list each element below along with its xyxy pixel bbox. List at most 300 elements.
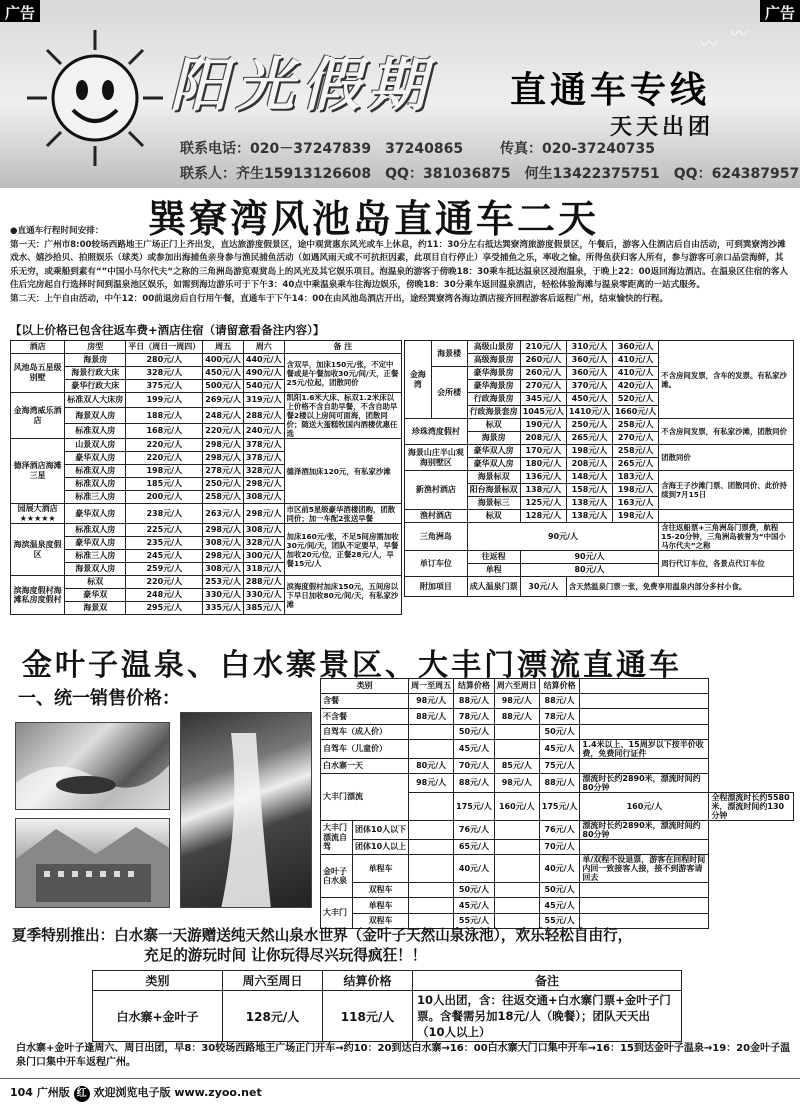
sanjiao-price: 90元/人: [467, 523, 659, 551]
price-cell: 175元/人: [539, 792, 580, 820]
price-cell: 128元/人: [520, 510, 566, 523]
table-header: 备 注: [284, 341, 401, 354]
single-type: 单程: [467, 564, 520, 577]
price-cell: [494, 898, 539, 913]
price-cell: 豪华双人房: [467, 445, 520, 458]
price-cell: 88元/人: [454, 773, 495, 792]
price-cell: 海景双人房: [65, 563, 126, 576]
price-cell: 163元/人: [613, 497, 659, 510]
footer: [0, 1078, 800, 1107]
category-name: 含餐: [321, 694, 409, 709]
price-cell: 370元/人: [566, 380, 612, 393]
itinerary-day1: 第一天：广州市8:00较场西路地王广场正门上齐出发，直达旅游度假景区，途中观赏惠东风光或车上休息，约11：30分左右抵达巽寮湾旅游度假景区，午餐后，游客入住酒店后自由活动，可到巽寮湾沙滩戏水、嬉沙拾贝、拍照娱乐（球类）或参加出海捕鱼亲身参与渔民捕鱼活动（如遇风雨天或不可抗拒因素，此项目自行停止）享受捕鱼之乐，率收之愉。所得鱼获归客人所有，参与游客可亲口品尝海鲜，其乐无穷，或乘船到素有“”中国小马尔代夫“之称的三角洲岛游览观赏岛上的风光及其它娱乐项目。泡温泉的游客于傍晚18：30乘车抵达温泉区浸泡温泉，于晚上22：00返回海边酒店。在温泉区住宿的客人住后完房起自行选择时间到温泉池区娱乐，如需到海边游乐可于下午3：40点中乘温泉乘车往海边娱乐，傍晚18：30分乘车返回温泉酒店，轻松体验海滩与温泉零距离的一站式服务。: [10, 239, 789, 291]
price-cell: 海景双: [65, 602, 126, 615]
price-cell: 335元/人: [203, 602, 244, 615]
price-cell: 185元/人: [126, 478, 203, 491]
price-cell: 375元/人: [126, 380, 203, 393]
table-header: 周六: [243, 341, 284, 354]
subcategory: 团体10人以下: [353, 820, 409, 839]
single-price: 90元/人: [520, 551, 659, 564]
price-cell: 88元/人: [494, 709, 539, 724]
price-cell: 158元/人: [566, 484, 612, 497]
price-cell: [409, 739, 454, 758]
summer-promo: [12, 926, 792, 966]
col-settle: 结算价格: [323, 971, 413, 991]
price-note: 【以上价格已包含往返车费+酒店住宿（请留意看备注内容）】: [10, 323, 325, 337]
price-cell: 298元/人: [243, 478, 284, 491]
price-cell: 136元/人: [520, 471, 566, 484]
table-row: [11, 354, 402, 367]
badge-icon: 红: [74, 1086, 90, 1102]
hotel-price-table-right: [404, 340, 794, 597]
price-cell: 490元/人: [243, 367, 284, 380]
price-cell: 330元/人: [203, 589, 244, 602]
price-cell: 海景房: [65, 354, 126, 367]
price-cell: 78元/人: [454, 709, 495, 724]
price-cell: 540元/人: [243, 380, 284, 393]
price-cell: 1660元/人: [613, 406, 659, 419]
price-cell: 208元/人: [566, 458, 612, 471]
price-cell: [494, 739, 539, 758]
price-cell: 45元/人: [539, 739, 580, 758]
price-cell: 520元/人: [613, 393, 659, 406]
contact-fax: 传真：020-37240735: [500, 141, 655, 157]
building-name: 海景楼: [431, 341, 467, 367]
extra-price: 30元/人: [520, 577, 566, 597]
price-cell: 170元/人: [520, 445, 566, 458]
table-row: [321, 773, 794, 792]
price-cell: 148元/人: [566, 471, 612, 484]
hotel-price-table-left: [10, 340, 402, 615]
category-name: 金叶子白水泉: [321, 855, 353, 898]
subcategory: 团体10人以上: [353, 839, 409, 854]
price-cell: 豪华双人房: [65, 504, 126, 524]
category-name: 自驾车（成人价）: [321, 724, 409, 739]
single-price: 80元/人: [520, 564, 659, 577]
price-cell: 225元/人: [126, 524, 203, 537]
category-note: 单/双程不设退票，游客在回程时间内回一致接客人接，接不到游客请回去: [580, 855, 709, 883]
price-cell: 308元/人: [203, 537, 244, 550]
price-cell: 378元/人: [243, 439, 284, 452]
hotel-note: 市区前5星级豪华酒楼团购，团散同价；加一车配2张送早餐: [284, 504, 401, 524]
table-row: [321, 709, 794, 724]
table-header: 结算价格: [454, 679, 495, 694]
price-cell: 220元/人: [126, 439, 203, 452]
table-row: [11, 439, 402, 452]
edition-label: 广州版: [36, 1086, 70, 1099]
table-row: [405, 445, 794, 458]
price-cell: 260元/人: [520, 354, 566, 367]
price-cell: 海景标双: [467, 471, 520, 484]
price-cell: 265元/人: [613, 458, 659, 471]
price-cell: 328元/人: [243, 537, 284, 550]
single-note: 周行代订车位，各景点代订车位: [659, 551, 794, 577]
hotel-name: 德泽酒店海滩三星: [11, 439, 65, 504]
table-row: [405, 419, 794, 432]
col-type: 类别: [93, 971, 223, 991]
price-cell: 270元/人: [613, 432, 659, 445]
price-cell: 138元/人: [566, 510, 612, 523]
price-cell: 280元/人: [126, 354, 203, 367]
price-cell: 198元/人: [613, 510, 659, 523]
price-cell: 88元/人: [539, 694, 580, 709]
summer-text: 白水寨一天游赠送纯天然山泉水世界（金叶子天然山泉泳池），欢乐轻松自由行，: [114, 927, 633, 944]
price-cell: [494, 855, 539, 883]
table-row: [321, 724, 794, 739]
hotel-note: 不含房间发票，有私家沙滩，团散同价: [659, 419, 794, 445]
single-label: 单订车位: [405, 551, 468, 577]
price-cell: 258元/人: [613, 445, 659, 458]
price-cell: 75元/人: [539, 758, 580, 773]
table-header: 周五: [203, 341, 244, 354]
table-row: [405, 471, 794, 484]
building-name: 会所楼: [431, 367, 467, 419]
price-cell: 98元/人: [494, 694, 539, 709]
price-cell: 55元/人: [539, 913, 580, 928]
subcategory: 单程车: [353, 855, 409, 883]
package-settle: 118元/人: [323, 991, 413, 1042]
price-cell: 298元/人: [243, 504, 284, 524]
price-cell: 288元/人: [243, 408, 284, 423]
hotel-name: 海滨温泉度假区: [11, 524, 65, 576]
brand-daily: 天天出团: [610, 114, 715, 140]
table-header: 房型: [65, 341, 126, 354]
package-price: 128元/人: [223, 991, 323, 1042]
price-cell: 160元/人: [580, 792, 709, 820]
price-cell: 海景行政大床: [65, 367, 126, 380]
table-row: [321, 758, 794, 773]
price-cell: [409, 724, 454, 739]
price-cell: 308元/人: [203, 563, 244, 576]
price-cell: 98元/人: [494, 773, 539, 792]
page-number: 104: [10, 1086, 33, 1099]
price-cell: 40元/人: [454, 855, 495, 883]
price-cell: 70元/人: [454, 758, 495, 773]
col-note: 备注: [413, 971, 682, 991]
price-cell: 188元/人: [126, 408, 203, 423]
bird-icon: 〰: [730, 24, 748, 45]
price-cell: 198元/人: [613, 484, 659, 497]
price-cell: 40元/人: [539, 855, 580, 883]
category-name: 白水寨一天: [321, 758, 409, 773]
table-row: [321, 739, 794, 758]
price-cell: 288元/人: [243, 576, 284, 589]
table-header: 平日（周日一周四）: [126, 341, 203, 354]
price-cell: [494, 820, 539, 839]
hotel-name: 园展大酒店★★★★★: [11, 504, 65, 524]
price-cell: 378元/人: [243, 452, 284, 465]
category-note: [580, 709, 709, 724]
price-cell: 235元/人: [126, 537, 203, 550]
price-cell: 190元/人: [520, 419, 566, 432]
subcategory: 双程车: [353, 913, 409, 928]
table-row: [11, 524, 402, 537]
banner: [0, 0, 800, 188]
col-weekend: 周六至周日: [223, 971, 323, 991]
footer-link[interactable]: 欢迎浏览电子版 www.zyoo.net: [93, 1086, 262, 1099]
price-cell: 50元/人: [454, 883, 495, 898]
subcategory: [409, 792, 454, 820]
price-cell: 45元/人: [454, 898, 495, 913]
price-cell: 300元/人: [243, 550, 284, 563]
price-cell: 行政海景套房: [467, 406, 520, 419]
price-cell: 标准双人房: [65, 478, 126, 491]
price-cell: 138元/人: [520, 484, 566, 497]
price-cell: 198元/人: [566, 445, 612, 458]
hotel-name: 滨海度假村海滩私房度假村: [11, 576, 65, 615]
price-cell: 183元/人: [613, 471, 659, 484]
resort-photo: [15, 818, 170, 908]
price-cell: 豪华海景房: [467, 367, 520, 380]
category-note: [580, 883, 709, 898]
category-name: 大丰门: [321, 898, 353, 928]
price-cell: 345元/人: [520, 393, 566, 406]
price-cell: 410元/人: [613, 354, 659, 367]
price-cell: 豪华双人房: [65, 452, 126, 465]
price-cell: 238元/人: [126, 504, 203, 524]
price-cell: 豪华双人房: [467, 458, 520, 471]
price-cell: 标双: [467, 419, 520, 432]
price-cell: 260元/人: [520, 367, 566, 380]
price-cell: 220元/人: [126, 452, 203, 465]
section-unified-price: 一、统一销售价格：: [18, 688, 180, 709]
table-row: [321, 883, 794, 898]
itinerary-day2: 第二天：上午自由活动，中午12：00前退房后自行用午餐，直通车于下午14：00在由风池岛酒店开出，途经巽寮湾各海边酒店接齐回程游客后返程广州，结束愉快的行程。: [10, 293, 668, 304]
price-cell: 318元/人: [243, 563, 284, 576]
price-cell: [494, 724, 539, 739]
table-header: 结算价格: [539, 679, 580, 694]
price-cell: 360元/人: [566, 367, 612, 380]
price-cell: [409, 855, 454, 883]
price-cell: 125元/人: [520, 497, 566, 510]
price-cell: 360元/人: [566, 354, 612, 367]
table-row: [405, 523, 794, 551]
price-cell: 220元/人: [203, 423, 244, 438]
price-cell: 豪华双: [65, 589, 126, 602]
price-cell: 豪华行政大床: [65, 380, 126, 393]
price-cell: 海景标三: [467, 497, 520, 510]
category-note: [580, 694, 709, 709]
hotel-name: 金海湾: [405, 341, 432, 419]
price-cell: [494, 839, 539, 854]
price-cell: 标准三人房: [65, 550, 126, 563]
price-cell: 50元/人: [454, 724, 495, 739]
hotel-note: 凯阳1.6米大床、标双1.2米床以上价格不含自助早餐，不含自助早餐2楼以上房间可面海，团散同价；随送大蛋糕牧国内酒楼优惠任选: [284, 393, 401, 439]
price-cell: 500元/人: [203, 380, 244, 393]
table-header: 周一至周五: [409, 679, 454, 694]
departure-info: 白水寨+金叶子逢周六、周日出团，早8：30较场西路地王广场正门开车→约10：20到达白水寨→16：00白水寨大门口集中开车→16：15到达金叶子温泉→19：20金叶子温泉门口集中开车返程广州。: [16, 1043, 791, 1068]
price-cell: 高级山景房: [467, 341, 520, 354]
price-cell: 88元/人: [539, 773, 580, 792]
hotel-name: 风池岛五星级别墅: [11, 354, 65, 393]
category-note: 1.4米以上、15周岁以下按半价收费，免费同行证件: [580, 739, 709, 758]
price-cell: [409, 898, 454, 913]
hotel-note: 滨海度假村加床150元，五间房以下早日加收80元/间/天，有私家沙滩: [284, 576, 401, 615]
table-row: [405, 510, 794, 523]
price-cell: 308元/人: [243, 524, 284, 537]
price-cell: 253元/人: [203, 576, 244, 589]
price-cell: 328元/人: [126, 367, 203, 380]
price-cell: 278元/人: [203, 465, 244, 478]
price-cell: 308元/人: [243, 491, 284, 504]
price-cell: 88元/人: [454, 694, 495, 709]
price-cell: 98元/人: [409, 694, 454, 709]
price-cell: [409, 883, 454, 898]
package-note: 10人出团，含：往返交通+白水寨门票+金叶子门票。含餐需另加18元/人（晚餐）；团队天天出（10人以上）: [413, 991, 682, 1042]
price-cell: 258元/人: [203, 491, 244, 504]
sanjiao-note: 含往返船票+三角洲岛门票费，航程15-20分钟，三角洲岛被誉为“中国小马尔代夫”之称: [659, 523, 794, 551]
hotel-note: 含双早，加床150元/张，不定中餐或是午餐加收30元/间/天，正餐25元/位起，团散同价: [284, 354, 401, 393]
price-cell: 85元/人: [494, 758, 539, 773]
subcategory: 双程车: [353, 883, 409, 898]
price-cell: 65元/人: [454, 839, 495, 854]
category-name: 自驾车（儿童价）: [321, 739, 409, 758]
price-cell: 标准双人大床房: [65, 393, 126, 408]
price-cell: 98元/人: [409, 773, 454, 792]
price-cell: 200元/人: [126, 491, 203, 504]
price-cell: 1410元/人: [566, 406, 612, 419]
price-cell: 50元/人: [539, 724, 580, 739]
price-cell: 450元/人: [566, 393, 612, 406]
table-header: 酒店: [11, 341, 65, 354]
scenic-price-table: [320, 678, 794, 929]
price-cell: 138元/人: [566, 497, 612, 510]
category-note: [580, 758, 709, 773]
bird-icon: 〰: [700, 34, 718, 55]
price-cell: 298元/人: [203, 524, 244, 537]
price-cell: 248元/人: [126, 589, 203, 602]
table-row: [405, 551, 794, 564]
price-cell: 258元/人: [613, 419, 659, 432]
hotel-name: 海景山庄半山观海别墅区: [405, 445, 468, 471]
hotel-name: 新渔村酒店: [405, 471, 468, 510]
price-cell: 标准双人房: [65, 524, 126, 537]
price-cell: 160元/人: [494, 792, 539, 820]
price-cell: 250元/人: [566, 419, 612, 432]
hotel-name: 金海湾威乐酒店: [11, 393, 65, 439]
price-cell: 248元/人: [203, 408, 244, 423]
price-cell: 标准三人房: [65, 491, 126, 504]
extra-item: 成人温泉门票: [467, 577, 520, 597]
itinerary-head: ●直通车行程时间安排：: [10, 226, 104, 236]
price-cell: 175元/人: [454, 792, 495, 820]
rafting-photo: [15, 722, 170, 810]
subcategory: 单程车: [353, 898, 409, 913]
price-cell: 328元/人: [243, 465, 284, 478]
ad-label-right: 广告: [760, 0, 800, 22]
price-cell: 259元/人: [126, 563, 203, 576]
price-cell: 298元/人: [203, 550, 244, 563]
price-cell: 245元/人: [126, 550, 203, 563]
hotel-note: 团散同价: [659, 445, 794, 471]
category-name: 大丰门漂流自驾: [321, 820, 353, 854]
price-cell: 263元/人: [203, 504, 244, 524]
price-cell: 330元/人: [243, 589, 284, 602]
price-cell: 标双: [467, 510, 520, 523]
price-cell: 海景双人房: [65, 408, 126, 423]
table-row: [11, 576, 402, 589]
extra-note: 含天然温泉门票一张，免费享用温泉内部分多村小食。: [566, 577, 793, 597]
category-note: [580, 839, 709, 854]
price-cell: 55元/人: [454, 913, 495, 928]
category-name: 不含餐: [321, 709, 409, 724]
category-note: [580, 898, 709, 913]
price-cell: 豪华海景房: [467, 380, 520, 393]
price-cell: 210元/人: [520, 341, 566, 354]
sanjiao-label: 三角洲岛: [405, 523, 468, 551]
table-row: [405, 341, 794, 354]
price-cell: 标准双人房: [65, 423, 126, 438]
price-cell: 270元/人: [520, 380, 566, 393]
price-cell: [409, 839, 454, 854]
price-cell: 450元/人: [203, 367, 244, 380]
sun-logo-icon: [25, 28, 165, 168]
ad-label-left: 广告: [0, 0, 40, 22]
hotel-note: 含海王子沙滩门票、团散同价、此价持续到7月15日: [659, 471, 794, 510]
price-cell: 80元/人: [409, 758, 454, 773]
summer-label: 夏季特别推出：: [12, 927, 115, 944]
package-table: [92, 970, 682, 1042]
price-cell: 198元/人: [126, 465, 203, 478]
itinerary: [10, 225, 792, 307]
price-cell: 269元/人: [203, 393, 244, 408]
brand-subtitle: 直通车专线: [510, 69, 711, 111]
price-cell: 265元/人: [566, 432, 612, 445]
category-name: 大丰门漂流: [321, 773, 409, 820]
table-row: [321, 898, 794, 913]
price-cell: 标准双人房: [65, 465, 126, 478]
price-cell: 208元/人: [520, 432, 566, 445]
hotel-note: [659, 510, 794, 523]
price-cell: 78元/人: [539, 709, 580, 724]
contact-persons: 联系人：齐生15913126608 QQ：381036875 何生13422375751 QQ：624387957: [180, 166, 800, 182]
price-cell: 295元/人: [126, 602, 203, 615]
table-header: [580, 679, 709, 694]
package-name: 白水寨+金叶子: [93, 991, 223, 1042]
price-cell: 410元/人: [613, 367, 659, 380]
table-row: [11, 504, 402, 524]
headline-xunliao: 巽寮湾风池岛直通车二天: [148, 196, 600, 241]
price-cell: [409, 820, 454, 839]
price-cell: 海景房: [467, 432, 520, 445]
table-row: [11, 393, 402, 408]
headline-jinyezi: 金叶子温泉、白水寨景区、大丰门漂流直通车: [22, 648, 682, 683]
table-row: [321, 820, 794, 839]
price-cell: 76元/人: [454, 820, 495, 839]
price-cell: 168元/人: [126, 423, 203, 438]
price-cell: 220元/人: [126, 576, 203, 589]
hotel-name: 珍珠湾度假村: [405, 419, 468, 445]
price-cell: 440元/人: [243, 354, 284, 367]
hotel-note: 不含房间发票，含车的发票。有私家沙滩。: [659, 341, 794, 419]
table-header: 类别: [321, 679, 409, 694]
hotel-name: 渔村酒店: [405, 510, 468, 523]
price-cell: 行政海景房: [467, 393, 520, 406]
price-cell: 45元/人: [454, 739, 495, 758]
hotel-note: 加床160元/张，不足5间房需加收30元/间/天，团队不定要早，早餐加收20元/位，正餐28元/人，早餐15元/人: [284, 524, 401, 576]
price-cell: 豪华双人房: [65, 537, 126, 550]
category-note: 全程漂流时长约5580米，漂流时间约130分钟: [709, 792, 794, 820]
price-cell: 180元/人: [520, 458, 566, 471]
price-cell: 88元/人: [409, 709, 454, 724]
extra-label: 附加项目: [405, 577, 468, 597]
category-note: [580, 724, 709, 739]
table-row: [321, 855, 794, 883]
table-header: 周六至周日: [494, 679, 539, 694]
table-row: [405, 577, 794, 597]
category-note: 漂流时长约2890米，漂流时间约80分钟: [580, 820, 709, 839]
price-cell: 50元/人: [539, 883, 580, 898]
